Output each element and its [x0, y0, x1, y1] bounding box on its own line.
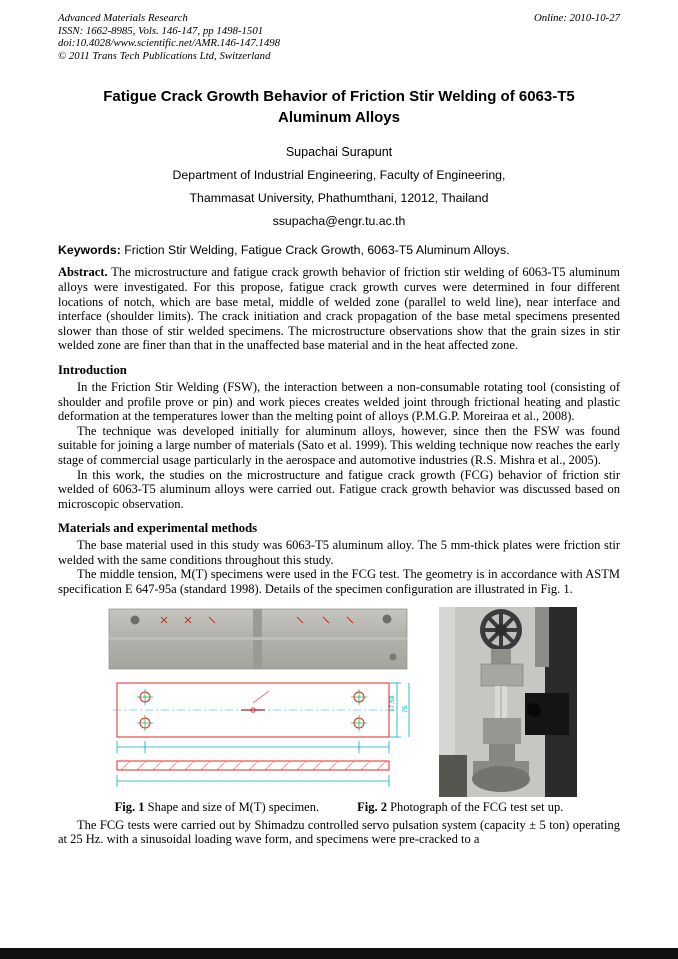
figure-2	[439, 607, 577, 797]
fig1-caption	[115, 800, 319, 815]
journal-header-left	[58, 12, 280, 62]
fig1-dimension-label-2: 75	[402, 705, 409, 713]
paragraph: In this work, the studies on the microstructure and fatigue crack growth (FCG) behavior of friction stir welded of 6063-T5 aluminum alloys were carried out. Fatigue crack growth behavior was discussed based on microscopic observation.	[58, 467, 620, 511]
figure-captions	[58, 800, 620, 815]
window-bottom-strip	[0, 948, 678, 959]
specimen-photo	[109, 609, 407, 669]
copyright-line: © 2011 Trans Tech Publications Ltd, Switzerland	[58, 49, 271, 62]
online-date: Online: 2010-10-27	[533, 12, 620, 24]
fig2-caption-label: Fig. 2	[357, 799, 387, 814]
specimen-cad-side-view	[117, 761, 389, 787]
fig2-caption	[357, 800, 563, 815]
fig1-dimension-label-1: 17.50	[389, 695, 396, 712]
figure-1	[101, 607, 417, 797]
keywords-text: Friction Stir Welding, Fatigue Crack Growth, 6063-T5 Aluminum Alloys.	[120, 243, 510, 258]
paragraph: The technique was developed initially for aluminum alloys, however, since then the FSW was found suitable for joining a large number of materials (Sato et al. 1999). This welding technique now reaches the early stage of commercial usage particularly in the aerospace and automotive industries (R.S. Mishra et al., 2005).	[58, 423, 620, 467]
section-heading-materials: Materials and experimental methods	[58, 521, 258, 536]
fig1-specimen-drawing	[101, 607, 417, 797]
doi-line: doi:10.4028/www.scientific.net/AMR.146-147.1498	[58, 37, 281, 50]
closing-paragraph: The FCG tests were carried out by Shimadzu controlled servo pulsation system (capacity ± 5 ton) operating at 25 Hz. with a sinusoidal loading wave form, and specimens were pre-cracked to a	[58, 817, 620, 847]
fig1-caption-text: Shape and size of M(T) specimen.	[144, 799, 320, 814]
affiliation-line2: Thammasat University, Phathumthani, 12012, Thailand	[189, 191, 489, 206]
author-name: Supachai Surapunt	[285, 145, 393, 160]
paper-title	[58, 86, 620, 128]
journal-name: Advanced Materials Research	[58, 12, 188, 24]
figure-row	[58, 607, 620, 797]
section-introduction	[58, 363, 620, 511]
specimen-cad-front-view	[113, 683, 409, 753]
fig2-caption-text: Photograph of the FCG test set up.	[386, 799, 564, 814]
fig2-test-setup-photo	[439, 607, 577, 797]
paragraph: In the Friction Stir Welding (FSW), the interaction between a non-consumable rotating tool (consisting of shoulder and profile prove or pin) and work pieces creates welded joint through frictional heating and plastic deformation at the temperatures lower than the melting point of alloys (P.M.G.P. Moreiraa et al., 2008).	[58, 379, 620, 424]
section-materials	[58, 521, 620, 596]
paragraph: The middle tension, M(T) specimens were used in the FCG test. The geometry is in accordance with ASTM specification E 647-95a (standard 1998). Details of the specimen configuration are illustrated in Fig. 1.	[58, 567, 620, 597]
affiliation-line1: Department of Industrial Engineering, Faculty of Engineering,	[172, 168, 506, 183]
camera	[525, 693, 569, 735]
keywords-line	[58, 243, 620, 258]
paper-title-line1: Fatigue Crack Growth Behavior of Friction Stir Welding of 6063-T5	[103, 88, 575, 106]
handwheel	[480, 609, 522, 651]
abstract	[58, 265, 620, 353]
paper-title-line2: Aluminum Alloys	[278, 109, 400, 127]
paragraph: The base material used in this study was 6063-T5 aluminum alloy. The 5 mm-thick plates were friction stir welded with the same conditions throughout this study.	[58, 538, 620, 567]
section-heading-introduction: Introduction	[58, 362, 127, 377]
author-email: ssupacha@engr.tu.ac.th	[272, 214, 406, 229]
keywords-label: Keywords:	[58, 243, 121, 258]
abstract-label: Abstract.	[58, 265, 108, 280]
fig1-caption-label: Fig. 1	[114, 799, 145, 814]
issn-line: ISSN: 1662-8985, Vols. 146-147, pp 1498-1501	[58, 24, 264, 37]
journal-header	[58, 12, 620, 62]
abstract-text: The microstructure and fatigue crack growth behavior of friction stir welding of 6063-T5 aluminum alloys were investigated. For this propose, fatigue crack growth curves were determined in four different locations of notch, which are base metal, middle of welded zone (parallel to weld line), near interface and interface (shoulder limits). The crack initiation and crack propagation of the base metal specimens presented slower than those of stir welded specimens. The microstructure observations show that the grain sizes in stir welded zone are finer than that in the unaffected base material and in the heat affected zone.	[58, 265, 620, 353]
